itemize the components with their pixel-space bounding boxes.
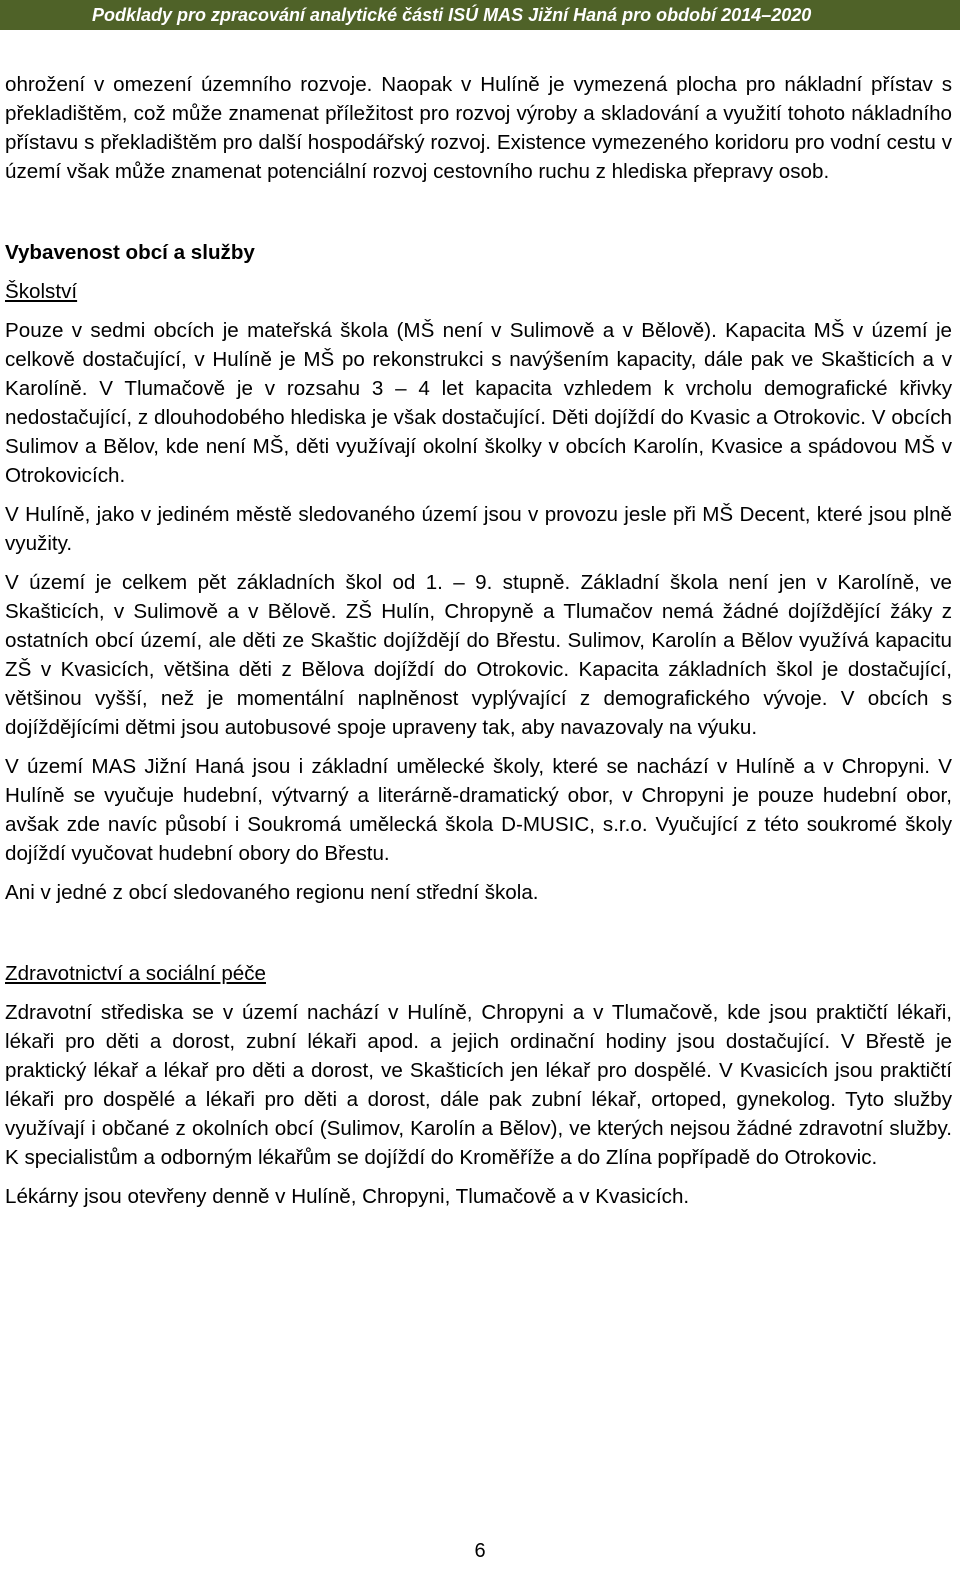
document-body: [5, 70, 952, 1211]
skolstvi-paragraph-1: Pouze v sedmi obcích je mateřská škola (MŠ není v Sulimově a v Bělově). Kapacita MŠ v území je celkově dostačující, v Hulíně je MŠ po rekonstrukci s navýšením kapacity, dále pak ve Skašticích a v Karolíně. V Tlumačově je v rozsahu 3 – 4 let kapacita vzhledem k vrcholu demografické křivky nedostačující, z dlouhodobého hlediska je však dostačující. Děti dojíždí do Kvasic a Otrokovic. V obcích Sulimov a Bělov, kde není MŠ, děti využívají okolní školky v obcích Karolín, Kvasice a spádovou MŠ v Otrokovicích.: [5, 319, 952, 487]
zdravotnictvi-paragraph-1: Zdravotní střediska se v území nachází v Hulíně, Chropyni a v Tlumačově, kde jsou praktičtí lékaři, lékaři pro děti a dorost, zubní lékaři apod. a jejich ordinační hodiny jsou dostačující. V Břestě je praktický lékař a lékař pro děti a dorost, ve Skašticích jen lékař pro dospělé. V Kvasicích jsou praktičtí lékaři pro dospělé a lékaři pro děti a dorost, dále pak zubní lékař, ortoped, gynekolog. Tyto služby využívají i občané z okolních obcí (Sulimov, Karolín a Bělov), ve kterých nejsou žádné zdravotní služby. K specialistům a odborným lékařům se dojíždí do Kroměříže a do Zlína popřípadě do Otrokovic.: [5, 1001, 952, 1169]
page-header-bar: [0, 0, 960, 30]
skolstvi-paragraph-3: V území je celkem pět základních škol od 1. – 9. stupně. Základní škola není jen v Karolíně, ve Skašticích, v Sulimově a v Bělově. ZŠ Hulín, Chropyně a Tlumačov nemá žádné dojíždějící žáky z ostatních obcí území, ale děti ze Skaštic dojíždějí do Břestu. Sulimov, Karolín a Bělov využívá kapacitu ZŠ v Kvasicích, většina děti z Bělova dojíždí do Otrokovic. Kapacita základních škol je dostačující, většinou vyšší, než je momentální naplněnost vyplývající z demografického vývoje. V obcích s dojíždějícími dětmi jsou autobusové spoje upraveny tak, aby navazovaly na výuku.: [5, 571, 952, 739]
section-title: Vybavenost obcí a služby: [5, 241, 255, 264]
subsection-heading-skolstvi: Školství: [5, 280, 78, 303]
intro-paragraph: ohrožení v omezení územního rozvoje. Naopak v Hulíně je vymezená plocha pro nákladní přístav s překladištěm, což může znamenat příležitost pro rozvoj výroby a skladování a využití tohoto nákladního přístavu s překladištěm pro další hospodářský rozvoj. Existence vymezeného koridoru pro vodní cestu v území však může znamenat potenciální rozvoj cestovního ruchu z hlediska přepravy osob.: [5, 73, 952, 183]
subsection-heading-zdravotnictvi: Zdravotnictví a sociální péče: [5, 962, 266, 985]
skolstvi-paragraph-5: Ani v jedné z obcí sledovaného regionu není střední škola.: [5, 881, 539, 904]
skolstvi-paragraph-2: V Hulíně, jako v jediném městě sledovaného území jsou v provozu jesle při MŠ Decent, které jsou plně využity.: [5, 503, 952, 555]
running-title: Podklady pro zpracování analytické části ISÚ MAS Jižní Haná pro období 2014–2020: [92, 4, 812, 25]
page-number: 6: [474, 1540, 486, 1562]
zdravotnictvi-paragraph-2: Lékárny jsou otevřeny denně v Hulíně, Chropyni, Tlumačově a v Kvasicích.: [5, 1185, 690, 1208]
skolstvi-paragraph-4: V území MAS Jižní Haná jsou i základní umělecké školy, které se nachází v Hulíně a v Chropyni. V Hulíně se vyučuje hudební, výtvarný a literárně-dramatický obor, v Chropyni je pouze hudební obor, avšak zde navíc působí i Soukromá umělecká škola D-MUSIC, s.r.o. Vyučující z této soukromé školy dojíždí vyučovat hudební obory do Břestu.: [5, 755, 952, 865]
